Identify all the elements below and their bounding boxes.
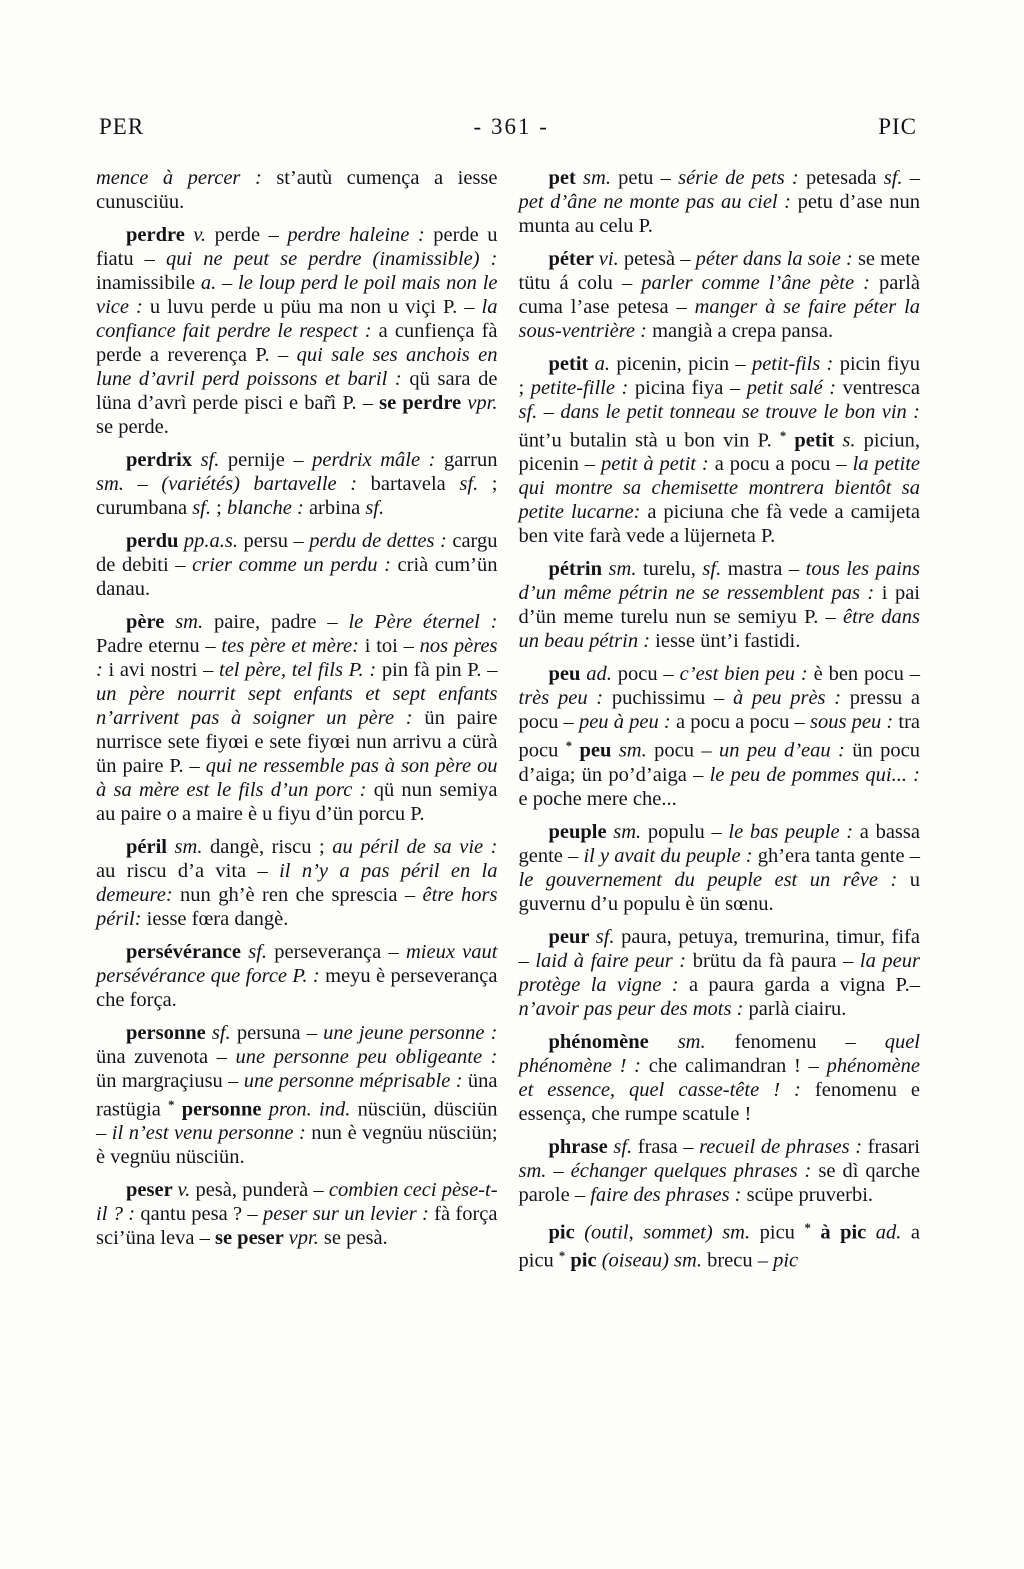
entry-continuation-mence: mence à percer : st’autù cumença a iesse cunusciüu. bbox=[96, 167, 498, 213]
page-number: - 361 - bbox=[473, 114, 549, 139]
entry-pere: père sm. paire, padre – le Père éternel : Padre eternu – tes père et mère: i toi – nos pères : i avi nostri – tel père, tel fils P. : pin fà pin P. – un père nourrit sept enfants et sept enfants n’arrivent pas à soigner un père : ün paire nurrisce sete fiyœi e sete fiyœi nun arrivu a cürà ün paire P. – qui ne ressemble pas à son père ou à sa mère est le fils d’un porc : qü nun semiya au paire o a maire è u fiyu d’ün porcu P. bbox=[96, 611, 498, 825]
entry-perdu: perdu pp.a.s. persu – perdu de dettes : cargu de debiti – crier comme un perdu : crià cum’ün danau. bbox=[96, 530, 498, 600]
entry-perdre: perdre v. perde – perdre haleine : perde u fiatu – qui ne peut se perdre (inamissible) : inamissibile a. – le loup perd le poil mais non le vice : u luvu perde u püu ma non u viçi P. – la confiance fait perdre le respect : a cunfiença fà perde a reverença P. – qui sale ses anchois en lune d’avril perd poissons et baril : qü sara de lüna d’avrì perde pisci e bar̃ì P. – se perdre vpr. se perde. bbox=[96, 224, 498, 438]
entry-pic: pic (outil, sommet) sm. picu * à pic ad. a picu * pic (oiseau) sm. brecu – pic bbox=[518, 1220, 921, 1272]
entry-peser: peser v. pesà, punderà – combien ceci pèse-t-il ? : qantu pesa ? – peser sur un levier : fà força sci’üna leva – se peser vpr. se pesà. bbox=[96, 1179, 498, 1250]
entry-phenomene: phénomène sm. fenomenu – quel phénomène ! : che calimandran ! – phénomène et essence, quel casse-tête ! : fenomenu e essença, che rumpe scatule ! bbox=[518, 1030, 920, 1125]
entry-peur: peur sf. paura, petuya, tremurina, timur, fifa – laid à faire peur : brütu da fà paura – la peur protège la vigne : a paura garda a vigna P.– n’avoir pas peur des mots : parlà ciairu. bbox=[518, 925, 920, 1020]
header-guide-word-right: PIC bbox=[878, 114, 917, 139]
header-guide-word-left: PER bbox=[99, 114, 145, 139]
entry-phrase: phrase sf. frasa – recueil de phrases : frasari sm. – échanger quelques phrases : se dì qarche parole – faire des phrases : scüpe pruverbi. bbox=[518, 1135, 920, 1206]
entry-peuple: peuple sm. populu – le bas peuple : a bassa gente – il y avait du peuple : gh’era tanta gente – le gouvernement du peuple est un rêve : u guvernu d’u populu è ün sœnu. bbox=[518, 820, 920, 915]
text-columns bbox=[96, 166, 920, 1281]
page-header bbox=[96, 114, 920, 140]
entry-peu: peu ad. pocu – c’est bien peu : è ben pocu – très peu : puchissimu – à peu près : pressu a pocu – peu à peu : a pocu a pocu – sous peu : tra pocu * peu sm. pocu – un peu d’eau : ün pocu d’aiga; ün po’d’aiga – le peu de pommes qui... : e poche mere che... bbox=[518, 663, 921, 810]
entry-personne: personne sf. persuna – une jeune personne : üna zuvenota – une personne peu obligeante : ün margraçiusu – une personne méprisable : üna rastügia * personne pron. ind. nüsciün, düsciün – il n’est venu personne : nun è vegnüu nüsciün; è vegnüu nüsciün. bbox=[96, 1022, 498, 1169]
entry-pet: pet sm. petu – série de pets : petesada sf. – pet d’âne ne monte pas au ciel : petu d’ase nun munta au celu P. bbox=[518, 167, 921, 237]
entry-perdrix: perdrix sf. pernije – perdrix mâle : garrun sm. – (variétés) bartavelle : bartavela sf. ; curumbana sf. ; blanche : arbina sf. bbox=[96, 449, 498, 519]
left-column bbox=[96, 166, 498, 1281]
entry-petrin: pétrin sm. turelu, sf. mastra – tous les pains d’un même pétrin ne se ressemblent pas : i pai d’ün meme turelu nun se semiyu P. – être dans un beau pétrin : iesse ünt’i fastidi. bbox=[518, 558, 921, 653]
entry-perseverance: persévérance sf. perseverança – mieux vaut persévérance que force P. : meyu è perseverança che força. bbox=[96, 941, 498, 1011]
entry-petit: petit a. picenin, picin – petit-fils : picin fiyu ; petite-fille : picina fiya – petit salé : ventresca sf. – dans le petit tonneau se trouve le bon vin : ünt’u butalin stà u bon vin P. * petit s. piciun, picenin – petit à petit : a pocu a pocu – la petite qui montre sa chemisette montrera bientôt sa petite lucarne: a piciuna che fà vede a camijeta ben vite farà vede a lüjerneta P. bbox=[518, 353, 921, 548]
entry-peril: péril sm. dangè, riscu ; au péril de sa vie : au riscu d’a vita – il n’y a pas péril en la demeure: nun gh’è ren che sprescia – être hors péril: iesse fœra dangè. bbox=[96, 836, 498, 930]
right-column bbox=[519, 166, 921, 1281]
entry-peter: péter vi. petesà – péter dans la soie : se mete tütu á colu – parler comme l’âne pète : parlà cuma l’ase petesa – manger à se faire péter la sous-ventrière : mangià a crepa pansa. bbox=[518, 248, 921, 342]
